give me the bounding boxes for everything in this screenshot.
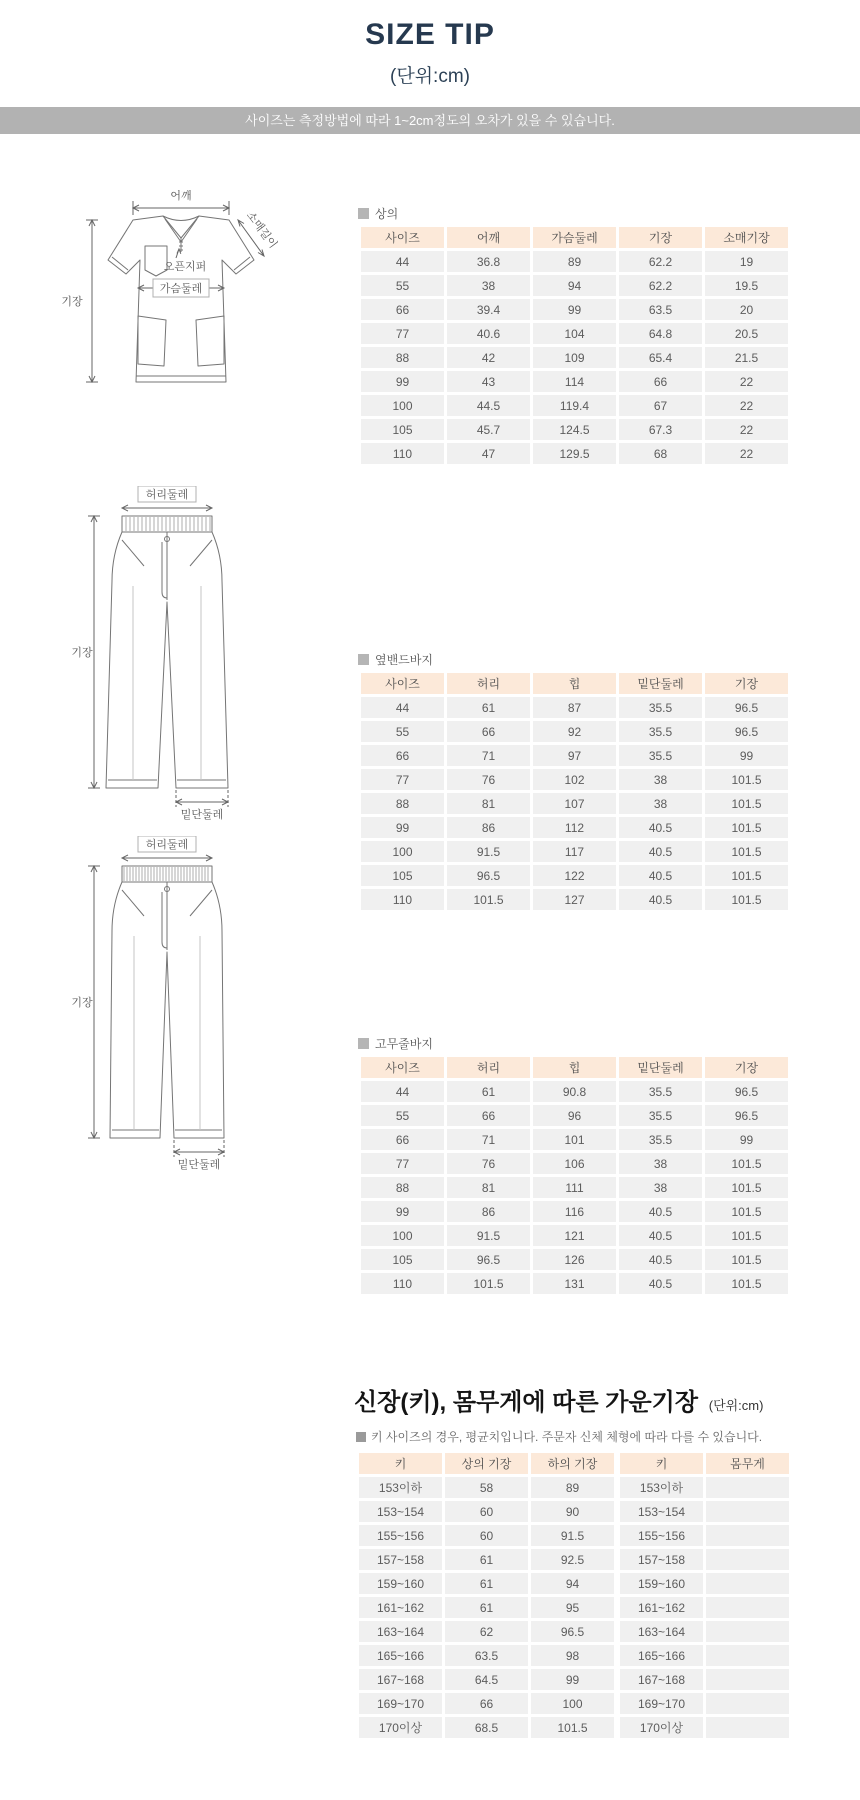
table-cell: 159~160	[359, 1573, 442, 1594]
table-cell: 22	[705, 395, 788, 416]
table-cell: 35.5	[619, 1129, 702, 1150]
table-cell: 117	[533, 841, 616, 862]
table-cell: 62.2	[619, 251, 702, 272]
table-cell	[706, 1717, 789, 1738]
table-cell: 165~166	[617, 1645, 703, 1666]
table-cell: 19.5	[705, 275, 788, 296]
table-row	[359, 1645, 789, 1666]
table-cell: 20	[705, 299, 788, 320]
table-cell: 40.5	[619, 1249, 702, 1270]
table-row	[359, 1669, 789, 1690]
pants-outline-icon	[106, 516, 228, 788]
table-cell	[706, 1501, 789, 1522]
table-cell: 98	[531, 1645, 614, 1666]
column-header: 소매기장	[705, 227, 788, 248]
section-bullet-icon	[358, 654, 369, 665]
table-cell: 99	[531, 1669, 614, 1690]
table-row	[361, 1273, 788, 1294]
table-cell: 89	[531, 1477, 614, 1498]
table-cell: 96.5	[705, 1081, 788, 1102]
column-header: 어깨	[447, 227, 530, 248]
table-cell: 61	[445, 1549, 528, 1570]
table-cell: 66	[447, 721, 530, 742]
table-cell	[706, 1645, 789, 1666]
table-cell: 35.5	[619, 1105, 702, 1126]
gown-length-note-text: 키 사이즈의 경우, 평균치입니다. 주문자 신체 체형에 따라 다를 수 있습니다.	[371, 1430, 763, 1444]
table-cell: 67	[619, 395, 702, 416]
column-header: 허리	[447, 1057, 530, 1078]
table-cell: 159~160	[617, 1573, 703, 1594]
table-cell: 169~170	[359, 1693, 442, 1714]
table-cell: 96	[533, 1105, 616, 1126]
table-cell	[706, 1669, 789, 1690]
header-row	[361, 673, 788, 694]
table-cell: 47	[447, 443, 530, 464]
table-row	[361, 1081, 788, 1102]
table-cell: 42	[447, 347, 530, 368]
table-cell: 165~166	[359, 1645, 442, 1666]
waist-dimension-label: 허리둘레	[145, 489, 189, 501]
table-cell: 40.5	[619, 817, 702, 838]
table-cell: 101.5	[705, 841, 788, 862]
table-cell: 22	[705, 443, 788, 464]
table-cell: 131	[533, 1273, 616, 1294]
table-cell: 96.5	[447, 1249, 530, 1270]
table-cell: 155~156	[617, 1525, 703, 1546]
column-header: 몸무게	[706, 1453, 789, 1474]
table-cell: 19	[705, 251, 788, 272]
header-row	[361, 1057, 788, 1078]
table-cell: 96.5	[447, 865, 530, 886]
table-cell: 91.5	[447, 841, 530, 862]
table-row	[361, 1201, 788, 1222]
section-label-text: 고무줄바지	[375, 1037, 433, 1051]
table-cell	[706, 1621, 789, 1642]
column-header: 키	[359, 1453, 442, 1474]
column-header: 상의 기장	[445, 1453, 528, 1474]
table-row	[359, 1717, 789, 1738]
table-cell: 96.5	[531, 1621, 614, 1642]
table-cell: 121	[533, 1225, 616, 1246]
table-row	[361, 817, 788, 838]
table-cell: 169~170	[617, 1693, 703, 1714]
size-table-top	[358, 224, 791, 467]
table-row	[359, 1477, 789, 1498]
section-label-text: 상의	[375, 207, 399, 221]
table-cell: 44	[361, 1081, 444, 1102]
table-cell: 157~158	[359, 1549, 442, 1570]
table-cell: 99	[361, 371, 444, 392]
table-row	[361, 745, 788, 766]
table-cell: 63.5	[619, 299, 702, 320]
column-header: 허리	[447, 673, 530, 694]
gown-length-unit-label: (단위:cm)	[708, 1398, 764, 1413]
table-cell: 55	[361, 721, 444, 742]
table-cell: 101.5	[705, 1201, 788, 1222]
table-cell: 88	[361, 793, 444, 814]
table-cell: 101.5	[705, 889, 788, 910]
table-cell: 101.5	[705, 1177, 788, 1198]
elastic-pants-diagram	[70, 836, 265, 1171]
table-row	[361, 889, 788, 910]
table-cell: 44.5	[447, 395, 530, 416]
table-cell: 106	[533, 1153, 616, 1174]
table-cell: 91.5	[531, 1525, 614, 1546]
table-cell: 101.5	[705, 817, 788, 838]
column-header: 가슴둘레	[533, 227, 616, 248]
chest-dimension-label: 가슴둘레	[159, 283, 203, 295]
table-cell: 99	[533, 299, 616, 320]
section-bullet-icon	[358, 208, 369, 219]
table-cell: 66	[445, 1693, 528, 1714]
table-cell: 105	[361, 865, 444, 886]
table-cell: 100	[361, 841, 444, 862]
section-bullet-icon	[358, 1038, 369, 1049]
shoulder-dimension-label: 어깨	[170, 190, 192, 202]
table-cell: 94	[531, 1573, 614, 1594]
table-cell: 81	[447, 793, 530, 814]
table-cell: 153이하	[359, 1477, 442, 1498]
table-cell: 105	[361, 1249, 444, 1270]
table-cell: 127	[533, 889, 616, 910]
unit-label: (단위:cm)	[390, 66, 470, 87]
table-cell: 55	[361, 1105, 444, 1126]
table-cell: 101.5	[705, 865, 788, 886]
table-cell: 63.5	[445, 1645, 528, 1666]
table-cell: 21.5	[705, 347, 788, 368]
table-cell: 38	[619, 793, 702, 814]
column-header: 사이즈	[361, 227, 444, 248]
table-cell: 110	[361, 443, 444, 464]
note-bullet-icon	[356, 1432, 366, 1442]
table-cell: 35.5	[619, 1081, 702, 1102]
table-cell: 40.6	[447, 323, 530, 344]
table-cell: 68	[619, 443, 702, 464]
length-dimension-label: 기장	[71, 997, 93, 1009]
table-cell: 39.4	[447, 299, 530, 320]
table-row	[361, 323, 788, 344]
table-cell: 81	[447, 1177, 530, 1198]
dimension-arrows	[88, 505, 228, 807]
table-cell: 110	[361, 1273, 444, 1294]
table-cell: 163~164	[359, 1621, 442, 1642]
table-cell: 99	[705, 745, 788, 766]
table-cell: 114	[533, 371, 616, 392]
header-row	[359, 1453, 789, 1474]
table-cell: 111	[533, 1177, 616, 1198]
table-row	[361, 697, 788, 718]
table-cell	[706, 1549, 789, 1570]
size-table-height	[356, 1450, 792, 1741]
table-row	[361, 841, 788, 862]
table-cell: 101	[533, 1129, 616, 1150]
table-cell: 71	[447, 1129, 530, 1150]
top-garment-diagram	[56, 190, 286, 400]
table-cell: 105	[361, 419, 444, 440]
waist-dimension-label: 허리둘레	[145, 839, 189, 851]
table-cell: 77	[361, 323, 444, 344]
gown-length-note	[356, 1428, 762, 1445]
table-cell: 157~158	[617, 1549, 703, 1570]
section-label-elastic	[358, 1035, 433, 1052]
section-label-text: 옆밴드바지	[375, 653, 433, 667]
table-cell	[706, 1573, 789, 1594]
table-cell: 77	[361, 769, 444, 790]
table-row	[361, 793, 788, 814]
table-cell: 99	[361, 1201, 444, 1222]
table-cell: 88	[361, 347, 444, 368]
table-cell: 161~162	[617, 1597, 703, 1618]
table-cell: 43	[447, 371, 530, 392]
shirt-outline-icon	[108, 216, 254, 382]
table-cell: 101.5	[705, 793, 788, 814]
table-cell: 40.5	[619, 889, 702, 910]
table-cell: 96.5	[705, 721, 788, 742]
table-cell: 62.2	[619, 275, 702, 296]
table-cell: 60	[445, 1525, 528, 1546]
table-row	[361, 1249, 788, 1270]
table-cell: 155~156	[359, 1525, 442, 1546]
table-cell: 40.5	[619, 865, 702, 886]
column-header: 힙	[533, 1057, 616, 1078]
column-header: 힙	[533, 673, 616, 694]
table-cell: 126	[533, 1249, 616, 1270]
table-cell: 107	[533, 793, 616, 814]
table-cell: 101.5	[705, 769, 788, 790]
column-header: 기장	[705, 1057, 788, 1078]
table-row	[361, 275, 788, 296]
table-cell: 88	[361, 1177, 444, 1198]
table-cell: 61	[445, 1597, 528, 1618]
table-cell: 86	[447, 1201, 530, 1222]
table-cell: 61	[447, 1081, 530, 1102]
table-cell: 40.5	[619, 1225, 702, 1246]
hem-dimension-label: 밑단둘레	[180, 809, 224, 821]
table-cell: 97	[533, 745, 616, 766]
table-cell: 101.5	[705, 1249, 788, 1270]
table-cell: 35.5	[619, 721, 702, 742]
table-cell: 100	[361, 1225, 444, 1246]
table-cell	[706, 1597, 789, 1618]
table-cell: 55	[361, 275, 444, 296]
table-cell: 116	[533, 1201, 616, 1222]
table-cell	[706, 1693, 789, 1714]
table-cell: 62	[445, 1621, 528, 1642]
table-cell: 67.3	[619, 419, 702, 440]
table-cell: 22	[705, 371, 788, 392]
table-cell: 99	[705, 1129, 788, 1150]
table-cell: 38	[447, 275, 530, 296]
table-row	[361, 1177, 788, 1198]
table-cell: 22	[705, 419, 788, 440]
table-row	[361, 251, 788, 272]
table-cell: 65.4	[619, 347, 702, 368]
table-row	[361, 865, 788, 886]
table-row	[361, 443, 788, 464]
table-cell: 109	[533, 347, 616, 368]
table-row	[361, 769, 788, 790]
table-row	[361, 371, 788, 392]
table-cell: 38	[619, 1177, 702, 1198]
table-cell: 40.5	[619, 841, 702, 862]
table-row	[361, 721, 788, 742]
table-cell: 122	[533, 865, 616, 886]
table-cell: 170이상	[359, 1717, 442, 1738]
table-row	[359, 1621, 789, 1642]
table-cell: 92.5	[531, 1549, 614, 1570]
table-row	[361, 1153, 788, 1174]
column-header: 사이즈	[361, 673, 444, 694]
table-cell: 68.5	[445, 1717, 528, 1738]
table-cell: 90	[531, 1501, 614, 1522]
table-row	[359, 1573, 789, 1594]
table-cell: 87	[533, 697, 616, 718]
gown-length-title	[354, 1382, 763, 1417]
table-cell: 90.8	[533, 1081, 616, 1102]
table-cell: 101.5	[531, 1717, 614, 1738]
table-cell: 61	[447, 697, 530, 718]
table-cell: 66	[447, 1105, 530, 1126]
table-cell: 119.4	[533, 395, 616, 416]
table-row	[359, 1501, 789, 1522]
table-cell: 167~168	[617, 1669, 703, 1690]
table-cell: 60	[445, 1501, 528, 1522]
table-cell: 161~162	[359, 1597, 442, 1618]
sideband-pants-diagram	[70, 486, 265, 821]
table-cell: 86	[447, 817, 530, 838]
header-row	[361, 227, 788, 248]
table-cell: 95	[531, 1597, 614, 1618]
table-cell: 64.8	[619, 323, 702, 344]
table-cell: 77	[361, 1153, 444, 1174]
table-row	[359, 1525, 789, 1546]
hem-dimension-label: 밑단둘레	[177, 1159, 221, 1171]
table-cell: 153~154	[359, 1501, 442, 1522]
table-cell: 44	[361, 251, 444, 272]
column-header: 키	[617, 1453, 703, 1474]
table-cell: 40.5	[619, 1201, 702, 1222]
table-cell: 91.5	[447, 1225, 530, 1246]
table-row	[359, 1549, 789, 1570]
table-cell: 66	[361, 1129, 444, 1150]
pants-outline-icon	[110, 866, 224, 1138]
table-cell: 35.5	[619, 745, 702, 766]
table-cell: 101.5	[447, 1273, 530, 1294]
table-cell: 100	[531, 1693, 614, 1714]
length-dimension-label: 기장	[71, 647, 93, 659]
table-cell: 101.5	[705, 1225, 788, 1246]
table-row	[361, 419, 788, 440]
gown-length-title-text: 신장(키), 몸무게에 따른 가운기장	[354, 1389, 699, 1416]
table-cell: 96.5	[705, 1105, 788, 1126]
section-label-top	[358, 205, 398, 222]
table-cell: 66	[361, 299, 444, 320]
table-cell	[706, 1477, 789, 1498]
table-row	[361, 347, 788, 368]
column-header: 밑단둘레	[619, 673, 702, 694]
column-header: 하의 기장	[531, 1453, 614, 1474]
table-cell: 99	[361, 817, 444, 838]
table-cell: 167~168	[359, 1669, 442, 1690]
table-cell: 101.5	[447, 889, 530, 910]
table-cell: 101.5	[705, 1153, 788, 1174]
table-cell: 110	[361, 889, 444, 910]
column-header: 기장	[619, 227, 702, 248]
table-cell: 89	[533, 251, 616, 272]
table-cell: 104	[533, 323, 616, 344]
table-cell: 153~154	[617, 1501, 703, 1522]
table-cell: 38	[619, 769, 702, 790]
table-row	[361, 299, 788, 320]
sleeve-length-dimension-label: 소매길이	[243, 209, 279, 251]
table-cell: 96.5	[705, 697, 788, 718]
zipper-label: 오픈지퍼	[163, 261, 207, 273]
page-title: SIZE TIP	[365, 18, 495, 51]
table-row	[361, 1105, 788, 1126]
table-cell: 71	[447, 745, 530, 766]
column-header: 밑단둘레	[619, 1057, 702, 1078]
table-cell: 40.5	[619, 1273, 702, 1294]
table-cell: 112	[533, 817, 616, 838]
table-cell: 64.5	[445, 1669, 528, 1690]
table-cell: 20.5	[705, 323, 788, 344]
table-cell: 36.8	[447, 251, 530, 272]
table-cell: 153이하	[617, 1477, 703, 1498]
table-cell: 102	[533, 769, 616, 790]
table-cell: 66	[361, 745, 444, 766]
column-header: 사이즈	[361, 1057, 444, 1078]
length-dimension-label: 기장	[61, 296, 83, 308]
table-row	[361, 1225, 788, 1246]
table-cell	[706, 1525, 789, 1546]
table-cell: 101.5	[705, 1273, 788, 1294]
table-cell: 76	[447, 769, 530, 790]
table-cell: 124.5	[533, 419, 616, 440]
table-cell: 61	[445, 1573, 528, 1594]
notice-banner: 사이즈는 측정방법에 따라 1~2cm정도의 오차가 있을 수 있습니다.	[0, 107, 860, 134]
column-header: 기장	[705, 673, 788, 694]
table-cell: 66	[619, 371, 702, 392]
table-row	[361, 1129, 788, 1150]
table-cell: 92	[533, 721, 616, 742]
table-cell: 35.5	[619, 697, 702, 718]
table-cell: 38	[619, 1153, 702, 1174]
table-row	[359, 1693, 789, 1714]
table-cell: 94	[533, 275, 616, 296]
table-cell: 76	[447, 1153, 530, 1174]
table-cell: 44	[361, 697, 444, 718]
size-table-sideband	[358, 670, 791, 913]
size-table-elastic	[358, 1054, 791, 1297]
table-cell: 129.5	[533, 443, 616, 464]
table-cell: 100	[361, 395, 444, 416]
table-cell: 170이상	[617, 1717, 703, 1738]
table-cell: 58	[445, 1477, 528, 1498]
table-row	[359, 1597, 789, 1618]
section-label-sideband	[358, 651, 433, 668]
table-cell: 45.7	[447, 419, 530, 440]
table-cell: 163~164	[617, 1621, 703, 1642]
table-row	[361, 395, 788, 416]
